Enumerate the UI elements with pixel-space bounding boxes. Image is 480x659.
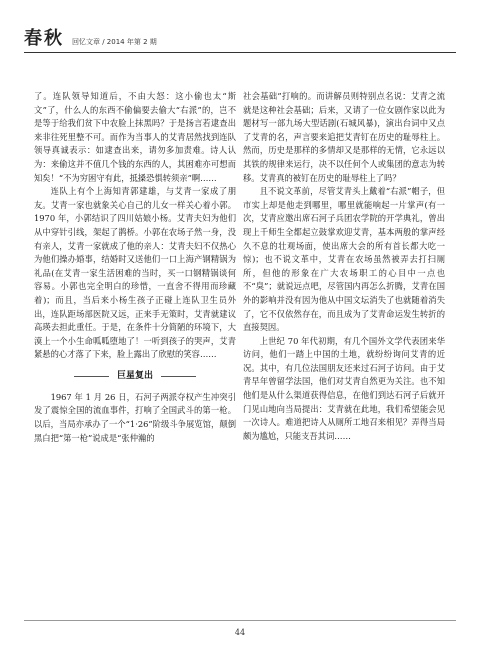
left-paragraph-1: 了。连队领导知道后，不由大怒：这小偷也太“斯文”了，什么人的东西不偷偏要去偷大“右派”的，岂不是等于给我们贫下中农脸上抹黑吗？于是扬言若逮查出来非往死里整不可。而作为当事人的艾青居然找到连队领导真诚表示：如逮查出来，请勿多加责难。诗人认为：来偷这并不值几个钱的东西的人，其困难亦可想而知矣！“不为穷困守有此，抵搡恐惧转须亲”啊…… bbox=[34, 91, 236, 183]
section-heading bbox=[34, 370, 236, 383]
right-paragraph-1: 社会基础”打响的。而讲解员则特别点名说：艾青之流就是这种社会基础；后来，又请了一位女剧作家以此为题材写一部九场大型话剧(石城风暴)，演出台词中又点了艾青的名，声言要来追把艾青钉在历史的耻辱柱上。然而，历史是那样的多情却又是那样的无情，它永远以其铁的规律来运行，决不以任何个人或集团的意志为转移。艾青真的被钉在历史的耻辱柱上了吗？ bbox=[243, 91, 445, 183]
right-paragraph-2: 且不说文革前，尽管艾青头上戴着“右派”帽子，但市实上却是他走到哪里，哪里就能响起一片掌声(有一次，艾青应邀出席石河子兵团农学院的开学典礼，曾出现上千师生全都起立鼓掌欢迎艾青，基本两般的掌声经久不息的壮观场面，使出席大会的所有首长都大吃一惊)；也不说文革中，艾青在农场虽然被弄去打扫厕所，但他的形象在广大农场职工的心目中一点也不“臭”；就说远点吧，尽管国内再怎么折腾，艾青在国外的影响并没有因为他从中国文坛消失了也就随着消失了，它不仅依然存在，而且成为了艾青命运发生转折的直接契因。 bbox=[243, 186, 445, 333]
left-column bbox=[34, 90, 236, 445]
section-heading-text: 巨星复出 bbox=[109, 371, 161, 381]
header-divider bbox=[24, 52, 456, 53]
right-column bbox=[243, 90, 445, 443]
left-paragraph-3: 1967 年 1 月 26 日，石河子两派夺权产生冲突引发了震惊全国的流血事件，打响了全国武斗的第一枪。以后，当局亦承办了一个“1·26”阶级斗争展览馆，颠倒黑白把“第一枪”说成是“张仲瀚的 bbox=[34, 391, 236, 443]
issue-label: 回忆文章 / 2014 年第 2 期 bbox=[72, 38, 157, 46]
left-paragraph-2: 连队上有个上海知青郭建雄，与艾青一家成了朋友。艾青一家也就象关心自己的儿女一样关心着小郭。1970 年，小郭结识了四川姑娘小杨。艾青夫妇为他们从中穿针引线，架起了鹊桥。小郭在农场子然一身，没有亲人，艾青一家就成了他的亲人：艾青夫妇不仅热心为他们操办婚事，结婚时又送他们一口上海产钢精锅为礼品(在艾青一家生活困难的当时，买一口钢精锅谈何容易。小郭也完全明白的珍惜，一直舍不得用而珍藏着)；而且，当后来小杨生孩子正碰上连队卫生员外出，连队距场部医院又远，正来手无策时，艾青就建议高瑛去担此重任。于是，在条件十分简陋的环境下，大漠上一个小生命呱呱堕地了！一听到孩子的哭声，艾青紧悬的心才落了下来，脸上露出了欣慰的笑容…… bbox=[34, 186, 236, 360]
magazine-logo: 春秋 bbox=[24, 28, 64, 49]
footer-divider bbox=[24, 620, 456, 621]
page-number: 44 bbox=[234, 628, 246, 637]
right-paragraph-3: 上世纪 70 年代初期，有几个国外文学代表团来华访问，他们一踏上中国的土地，就纷纷询问艾青的近况。其中，有几位法国朋友还来过石河子访问。由于艾青早年曾留学法国，他们对艾青自然更为关注。也不知他们是从什么渠道获得信息，在他们到达石河子后就开门见山地向当局提出：艾青就在此地，我们希望能会见一次诗人。难道把诗人从厕所工地召来相见？弄得当局颇为尴尬，只能支吾其词…… bbox=[243, 335, 445, 441]
page-header bbox=[24, 22, 456, 48]
